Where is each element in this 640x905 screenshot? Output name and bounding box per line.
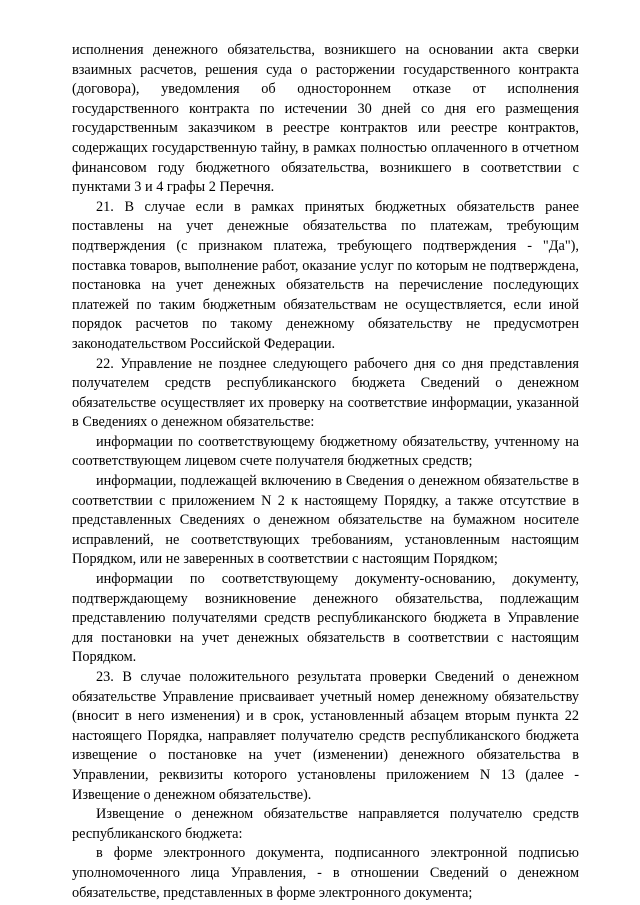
paragraph-notice-sent: Извещение о денежном обязательстве направляется получателю средств республиканского бюджета:: [72, 806, 579, 842]
paragraph-electronic-form: в форме электронного документа, подписанного электронной подписью уполномоченного лица Управления, - в отношении Сведений о денежном обязательстве, представленных в форме электронного документа;: [72, 845, 579, 901]
paragraph-check-basis-document: информации по соответствующему документу-основанию, документу, подтверждающему возникновение денежного обязательства, подлежащим представлению получателями средств республиканского бюджета в Управление для постановки на учет денежных обязательств в соответствии с настоящим Порядком.: [72, 571, 579, 666]
paragraph-item-23: 23. В случае положительного результата проверки Сведений о денежном обязательстве Управление присваивает учетный номер денежному обязательству (вносит в него изменения) и в срок, установленный абзацем вторым пункта 22 настоящего Порядка, направляет получателю средств республиканского бюджета извещение о постановке на учет (изменении) денежного обязательства в Управлении, реквизиты которого установлены приложением N 13 (далее - Извещение о денежном обязательстве).: [72, 669, 579, 803]
document-body: [72, 41, 579, 903]
paragraph-continuation: исполнения денежного обязательства, возникшего на основании акта сверки взаимных расчетов, решения суда о расторжении государственного контракта (договора), уведомления об одностороннем отказе от исполнения государственного контракта по истечении 30 дней со дня его размещения государственным заказчиком в реестре контрактов или реестре контрактов, содержащих государственную тайну, в рамках полностью оплаченного в отчетном финансовом году бюджетного обязательства, возникшего в соответствии с пунктами 3 и 4 графы 2 Перечня.: [72, 42, 579, 196]
paragraph-item-22: 22. Управление не позднее следующего рабочего дня со дня представления получателем средств республиканского бюджета Сведений о денежном обязательстве осуществляет их проверку на соответствие информации, указанной в Сведениях о денежном обязательстве:: [72, 355, 579, 431]
paragraph-check-budget-obligation: информации по соответствующему бюджетному обязательству, учтенному на соответствующем лицевом счете получателя бюджетных средств;: [72, 433, 579, 470]
paragraph-check-appendix-2: информации, подлежащей включению в Сведения о денежном обязательстве в соответствии с приложением N 2 к настоящему Порядку, а также отсутствие в представленных Сведениях о денежном обязательстве на бумажном носителе исправлений, не соответствующих требованиям, установленным настоящим Порядком, или не заверенных в соответствии с настоящим Порядком;: [72, 473, 579, 568]
paragraph-item-21: 21. В случае если в рамках принятых бюджетных обязательств ранее поставлены на учет денежные обязательства по платежам, требующим подтверждения (с признаком платежа, требующего подтверждения - "Да"), поставка товаров, выполнение работ, оказание услуг по которым не подтверждена, постановка на учет денежных обязательств на перечисление последующих платежей по таким бюджетным обязательствам не осуществляется, если иной порядок расчетов по такому денежному обязательству не предусмотрен законодательством Российской Федерации.: [72, 198, 579, 352]
